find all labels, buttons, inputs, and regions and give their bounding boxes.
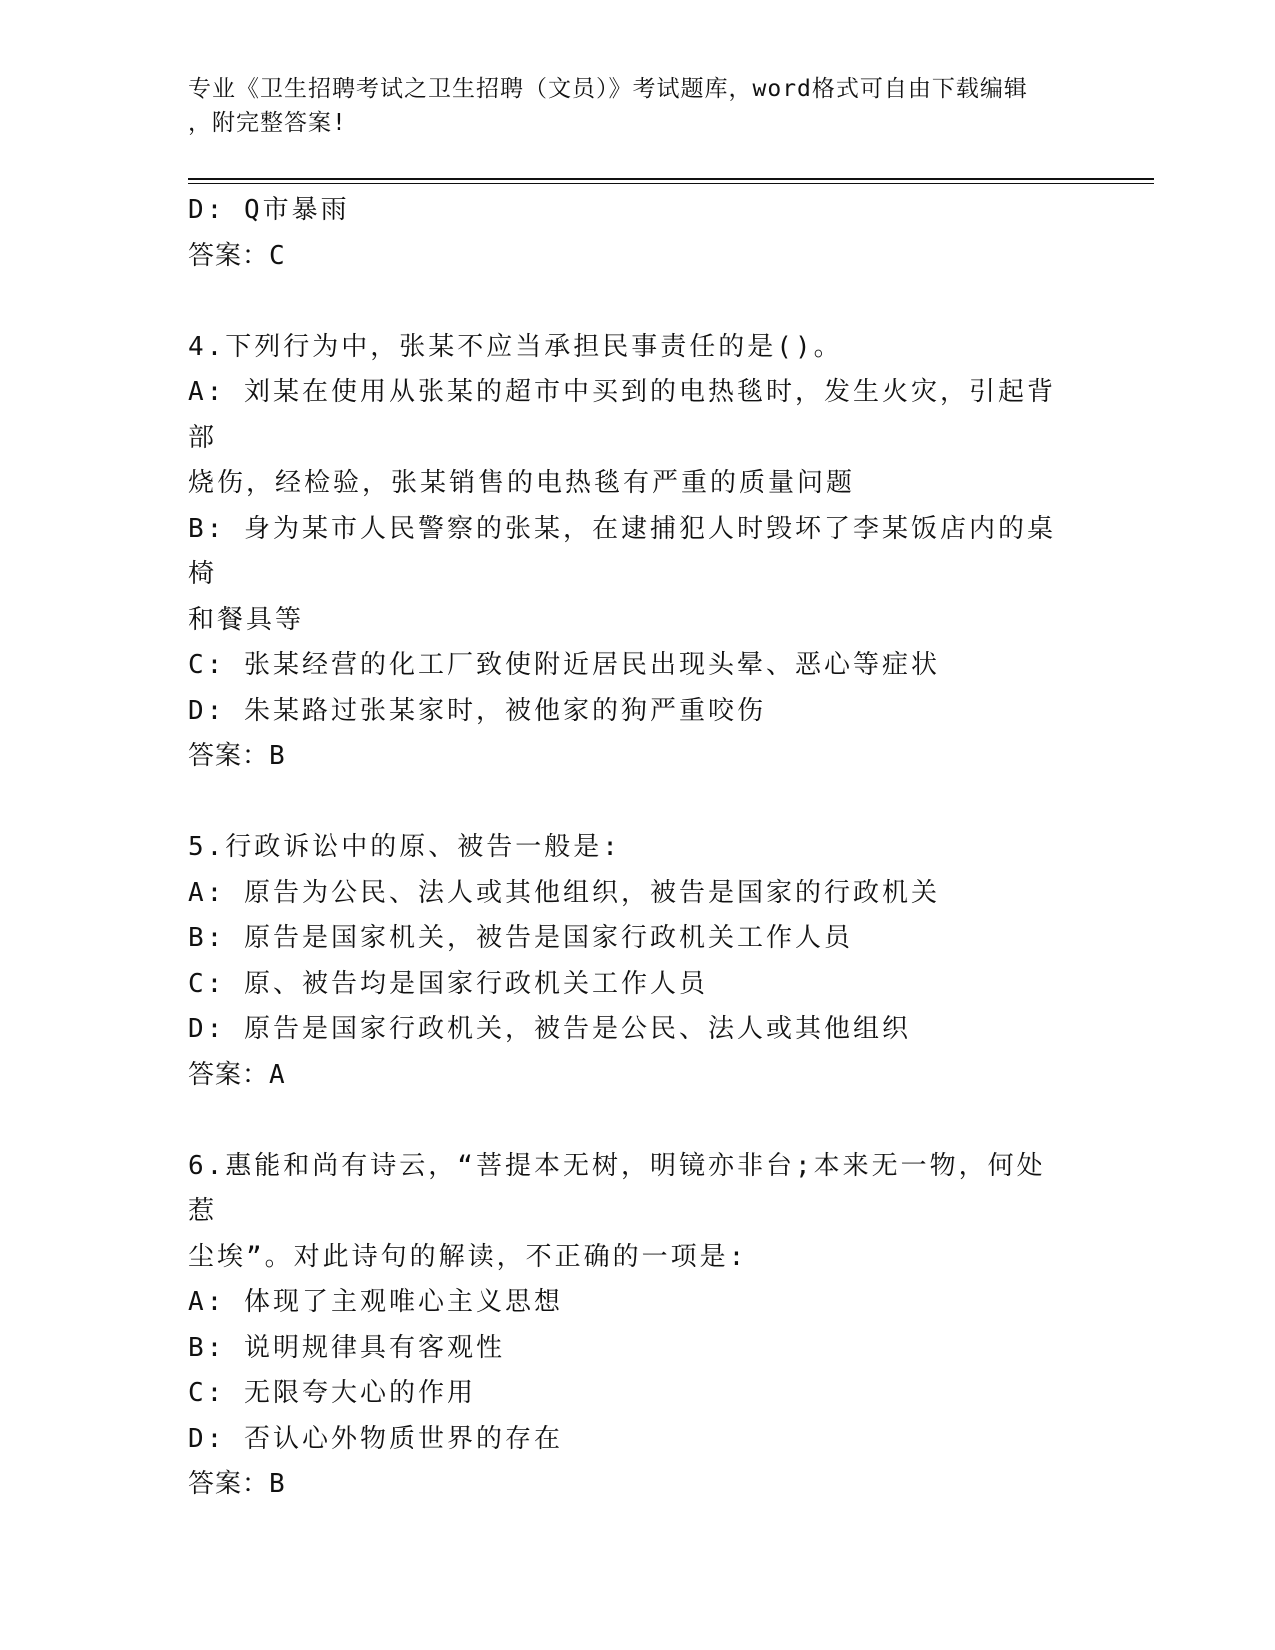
q4-option-a-line-2: 烧伤，经检验，张某销售的电热毯有严重的质量问题 bbox=[188, 468, 856, 498]
q4-option-d: D: 朱某路过张某家时，被他家的狗严重咬伤 bbox=[188, 695, 766, 726]
q4-stem: 4.下列行为中，张某不应当承担民事责任的是()。 bbox=[188, 331, 843, 362]
header-line-2: ，附完整答案! bbox=[188, 110, 347, 136]
q5-answer: 答案：A bbox=[188, 1059, 286, 1090]
q4-option-c: C: 张某经营的化工厂致使附近居民出现头晕、恶心等症状 bbox=[188, 650, 940, 680]
q3-option-d: D: Q市暴雨 bbox=[188, 195, 350, 225]
q6-stem-line-2: 尘埃”。对此诗句的解读，不正确的一项是: bbox=[188, 1241, 748, 1272]
spacer bbox=[188, 279, 1068, 325]
q6-stem-line-1: 6.惠能和尚有诗云，“菩提本无树，明镜亦非台;本来无一物，何处惹 bbox=[188, 1150, 1046, 1226]
question-6 bbox=[188, 1144, 1068, 1508]
q6-answer: 答案：B bbox=[188, 1469, 286, 1499]
document-header bbox=[188, 72, 1068, 140]
question-4 bbox=[188, 325, 1068, 780]
q4-option-b-line-2: 和餐具等 bbox=[188, 604, 305, 635]
q4-option-b-line-1: B: 身为某市人民警察的张某，在逮捕犯人时毁坏了李某饭店内的桌椅 bbox=[188, 513, 1056, 589]
spacer bbox=[188, 1098, 1068, 1144]
q5-option-d: D: 原告是国家行政机关，被告是公民、法人或其他组织 bbox=[188, 1014, 911, 1044]
q5-option-b: B: 原告是国家机关，被告是国家行政机关工作人员 bbox=[188, 923, 853, 953]
q4-answer: 答案：B bbox=[188, 741, 286, 771]
q3-answer: 答案：C bbox=[188, 240, 286, 271]
q5-option-a: A: 原告为公民、法人或其他组织，被告是国家的行政机关 bbox=[188, 877, 940, 908]
question-3 bbox=[188, 188, 1068, 279]
q6-option-c: C: 无限夸大心的作用 bbox=[188, 1378, 476, 1408]
header-line-1: 专业《卫生招聘考试之卫生招聘（文员）》考试题库，word格式可自由下载编辑 bbox=[188, 76, 1028, 102]
q6-option-d: D: 否认心外物质世界的存在 bbox=[188, 1423, 563, 1454]
header-divider-thin bbox=[188, 183, 1154, 184]
q6-option-a: A: 体现了主观唯心主义思想 bbox=[188, 1287, 563, 1317]
question-5 bbox=[188, 825, 1068, 1098]
question-list bbox=[188, 188, 1068, 1508]
spacer bbox=[188, 780, 1068, 826]
q5-option-c: C: 原、被告均是国家行政机关工作人员 bbox=[188, 968, 708, 999]
header-divider-thick bbox=[188, 178, 1154, 180]
q5-stem: 5.行政诉讼中的原、被告一般是: bbox=[188, 832, 621, 862]
q6-option-b: B: 说明规律具有客观性 bbox=[188, 1332, 505, 1363]
q4-option-a-line-1: A: 刘某在使用从张某的超市中买到的电热毯时，发生火灾，引起背部 bbox=[188, 377, 1056, 453]
